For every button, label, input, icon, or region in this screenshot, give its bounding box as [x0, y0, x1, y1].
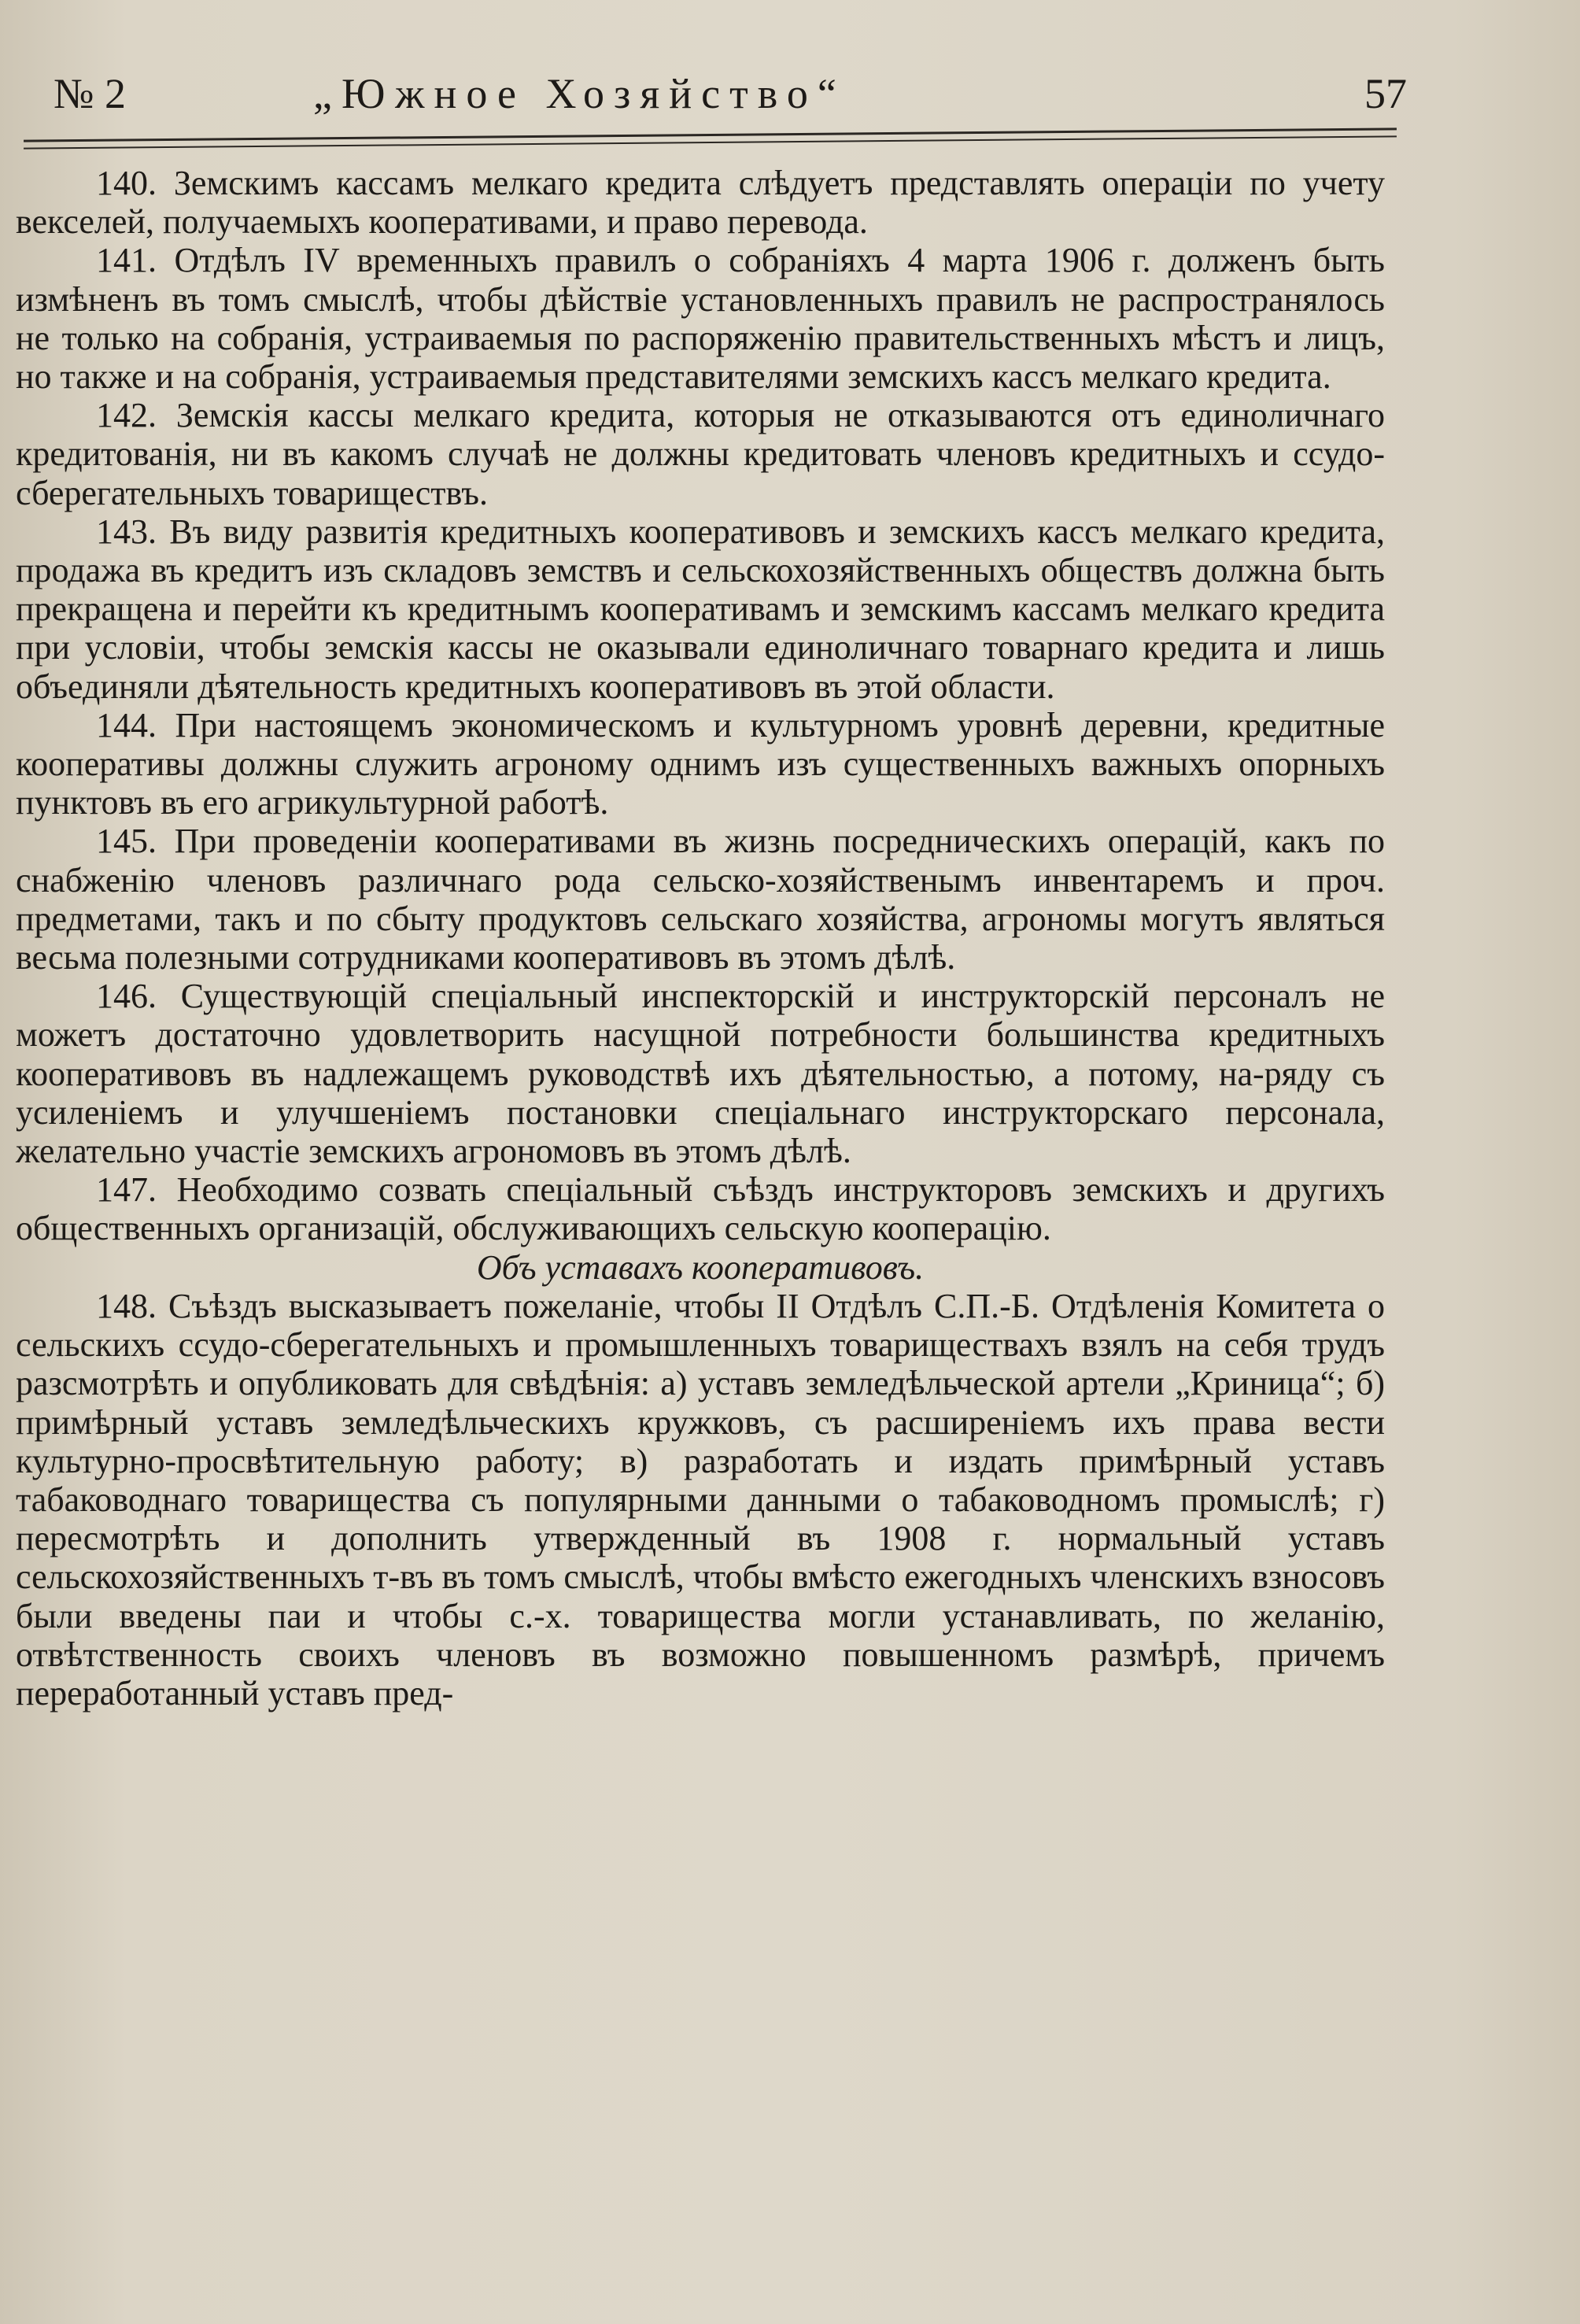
- article-body: [16, 164, 1385, 1713]
- paragraph-146: 146. Существующій спеціальный инспекторскій и инструкторскій персоналъ не можетъ достаточно удовлетворить насущной потребности большинства кредитныхъ кооперативовъ въ надлежащемъ руководствѣ ихъ дѣятельностью, а потому, на-ряду съ усиленіемъ и улучшеніемъ постановки спеціальнаго инструкторскаго персонала, желательно участіе земскихъ агрономовъ въ этомъ дѣлѣ.: [16, 977, 1385, 1171]
- journal-title: „Южное Хозяйство“: [313, 70, 846, 117]
- paragraph-140: 140. Земскимъ кассамъ мелкаго кредита слѣдуетъ представлять операціи по учету векселей, получаемыхъ кооперативами, и право перевода.: [16, 164, 1385, 242]
- paragraph-144: 144. При настоящемъ экономическомъ и культурномъ уровнѣ деревни, кредитные кооперативы должны служить агроному однимъ изъ существенныхъ важныхъ опорныхъ пунктовъ въ его агрикультурной работѣ.: [16, 705, 1385, 822]
- header-rule-top: [24, 127, 1397, 142]
- paragraph-143: 143. Въ виду развитія кредитныхъ кооперативовъ и земскихъ кассъ мелкаго кредита, продажа въ кредитъ изъ складовъ земствъ и сельскохозяйственныхъ обществъ должна быть прекращена и перейти къ кредитнымъ кооперативамъ и земскимъ кассамъ мелкаго кредита при условіи, чтобы земскія кассы не оказывали единоличнаго товарнаго кредита и лишь объединяли дѣятельность кредитныхъ кооперативовъ въ этой области.: [16, 512, 1385, 706]
- page-number: 57: [1364, 70, 1407, 117]
- paragraph-148: 148. Съѣздъ высказываетъ пожеланіе, чтобы II Отдѣлъ С.П.-Б. Отдѣленія Комитета о сельскихъ ссудо-сберегательныхъ и промышленныхъ товариществахъ взялъ на себя трудъ разсмотрѣть и опубликовать для свѣдѣнія: а) уставъ земледѣльческой артели „Криница“; б) примѣрный уставъ земледѣльческихъ кружковъ, съ расширеніемъ ихъ права вести культурно-просвѣтительную работу; в) разработать и издать примѣрный уставъ табаководнаго товарищества съ популярными данными о табаководномъ промыслѣ; г) пересмотрѣть и дополнить утвержденный въ 1908 г. нормальный уставъ сельскохозяйственныхъ т-въ въ томъ смыслѣ, чтобы вмѣсто ежегодныхъ членскихъ взносовъ были введены паи и чтобы с.-х. товарищества могли устанавливать, по желанію, отвѣтственность своихъ членовъ въ возможно повышенномъ размѣрѣ, причемъ переработанный уставъ пред-: [16, 1286, 1385, 1713]
- paragraph-145: 145. При проведеніи кооперативами въ жизнь посредническихъ операцій, какъ по снабженію членовъ различнаго рода сельско-хозяйственымъ инвентаремъ и проч. предметами, такъ и по сбыту продуктовъ сельскаго хозяйства, агрономы могутъ являться весьма полезными сотрудниками кооперативовъ въ этомъ дѣлѣ.: [16, 822, 1385, 977]
- paragraph-142: 142. Земскія кассы мелкаго кредита, которыя не отказываются отъ единоличнаго кредитованія, ни въ какомъ случаѣ не должны кредитовать членовъ кредитныхъ и ссудо-сберегательныхъ товариществъ.: [16, 396, 1385, 512]
- running-header: [54, 69, 1407, 124]
- issue-number: № 2: [54, 70, 127, 117]
- paragraph-147: 147. Необходимо созвать спеціальный съѣздъ инструкторовъ земскихъ и другихъ общественныхъ организацій, обслуживающихъ сельскую кооперацію.: [16, 1170, 1385, 1248]
- paragraph-141: 141. Отдѣлъ IV временныхъ правилъ о собраніяхъ 4 марта 1906 г. долженъ быть измѣненъ въ томъ смыслѣ, чтобы дѣйствіе установленныхъ правилъ не распространялось не только на собранія, устраиваемыя по распоряженію правительственныхъ мѣстъ и лицъ, но также и на собранія, устраиваемыя представителями земскихъ кассъ мелкаго кредита.: [16, 241, 1385, 397]
- section-heading: Объ уставахъ кооперативовъ.: [476, 1247, 925, 1287]
